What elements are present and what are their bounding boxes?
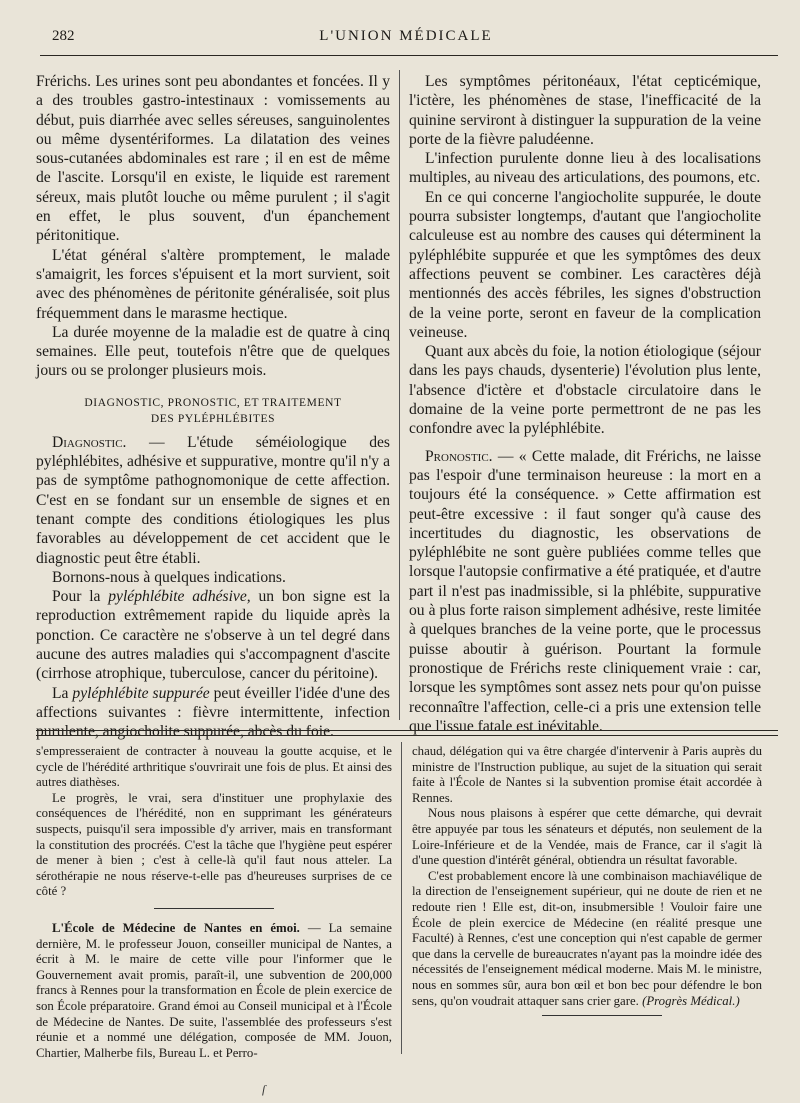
- paragraph: Bornons-nous à quelques indications.: [52, 568, 286, 586]
- diagnostic-text: — L'étude séméiologique des pyléphlébites, adhésive et suppurative, montre qu'il n'y a pas de symptôme pathognomonique de cette affection. C'est en se fondant sur un ensemble de signes et en tenant compte des conditions étiologiques les plus favorables au développement de cet accident que le diagnostic peut être établi.: [36, 433, 390, 567]
- section-title-line-2: DES PYLÉPHLÉBITES: [150, 412, 276, 425]
- text-run: La: [52, 684, 73, 702]
- source-citation: (Progrès Médical.): [642, 993, 740, 1008]
- footer-mark: ſ: [262, 1082, 266, 1096]
- paragraph: En ce qui concerne l'angiocholite suppurée, le doute pourra subsister longtemps, d'autant que l'angiocholite calculeuse est au nombre des causes qui déterminent la pyléphlébite suppurée et que les symptômes des deux affections peuvent se combiner. Les caractères déjà mentionnés des accès fébriles, les signes d'obstruction de la veine porte, seront en faveur de la complication veineuse.: [409, 188, 761, 341]
- lower-right-column: [412, 744, 762, 1016]
- text-run: Pour la: [52, 588, 109, 606]
- page-number: 282: [52, 28, 75, 44]
- paragraph-nantes: [36, 921, 392, 1061]
- italic-term: pyléphlébite suppurée: [72, 684, 210, 702]
- paragraph: s'empresseraient de contracter à nouveau la goutte acquise, et le cycle de l'hérédité arthritique s'ouvrirait une fois de plus. Et ainsi des autres diathèses.: [36, 744, 392, 790]
- paragraph: Les symptômes péritonéaux, l'état cepticémique, l'ictère, les phénomènes de stase, l'inefficacité de la quinine serviront à distinguer la suppuration de la veine porte de la fièvre paludéenne.: [409, 73, 761, 148]
- article-title: L'École de Médecine de Nantes en émoi.: [52, 920, 300, 935]
- section-title: [36, 395, 390, 427]
- short-rule: [154, 908, 274, 909]
- paragraph: Frérichs. Les urines sont peu abondantes et foncées. Il y a des troubles gastro-intestinaux : vomissements au début, puis diarrhée avec selles séreuses, sanguinolentes ou même dysentériformes. La dilatation des veines sous-cutanées abdominales est rare ; il en est de même de l'ascite. Lorsqu'il en existe, le liquide est rarement séreux, mais plutôt louche ou même purulent ; il s'agit en effet, le plus souvent, d'un épanchement péritonitique.: [36, 73, 390, 245]
- paragraph: L'infection purulente donne lieu à des localisations multiples, au niveau des articulations, des poumons, etc.: [409, 150, 761, 187]
- text-run: un bon signe est la reproduction extrêmement rapide du liquide après la ponction. Ce caractère ne s'observe à un tel degré dans aucune des autres maladies qui s'accompagnent d'ascite (cirrhose atrophique, tuberculose, cancer du péritoine).: [36, 588, 391, 683]
- section-title-line-1: DIAGNOSTIC, PRONOSTIC, ET TRAITEMENT: [84, 396, 342, 409]
- header-rule: [40, 55, 778, 56]
- upper-left-column: [36, 72, 390, 742]
- paragraph: L'état général s'altère promptement, le malade s'amaigrit, les forces s'épuisent et la mort survient, soit avec des phénomènes de péritonite généralisée, soit plus fréquemment dans le marasme hectique.: [36, 246, 390, 322]
- column-divider: [401, 742, 402, 1054]
- column-divider: [399, 70, 400, 720]
- journal-title: L'UNION MÉDICALE: [319, 28, 493, 44]
- paragraph: Le progrès, le vrai, sera d'instituer une prophylaxie des conséquences de l'hérédité, non en supprimant les générateurs suspects, puisqu'il sera impossible d'y arriver, mais en transformant la constitution des procréés. C'est la tâche que l'hygiène peut espérer de mener à bien ; c'est à celle-là qu'il faut nous atteler. La sérothérapie ne nous réserve-t-elle pas d'heureuses surprises de ce côté ?: [36, 790, 392, 899]
- paragraph: Quant aux abcès du foie, la notion étiologique (séjour dans les pays chauds, dysenterie) l'évolution plus lente, l'absence d'ictère et d'obstacle circulatoire dans le domaine de la veine porte permettront de ne pas les confondre avec la pyléphlébite.: [409, 343, 761, 438]
- pronostic-label: Pronostic.: [425, 447, 493, 465]
- article-text: — La semaine dernière, M. le professeur Jouon, conseiller municipal de Nantes, a écrit à M. le maire de cette ville pour l'informer que le Gouvernement avait promis, paraît-il, une subvention de 200,000 francs à Rennes pour la transformation en École de plein exercice de son École préparatoire. Grand émoi au Conseil municipal et à l'École de Médecine de Nantes. De suite, l'assemblée des professeurs s'est réunie et a nommé une délégation, composée de MM. Jouon, Chartier, Malherbe fils, Bureau L. et Perro-: [36, 920, 392, 1060]
- upper-right-column: [409, 72, 761, 736]
- text-run: C'est probablement encore là une combinaison machiavélique de la direction de l'enseignement supérieur, qui ne doute de rien et ne redoute rien ! Elle est, dit-on, insubmersible ! Vouloir faire une École de plein exercice de Médecine (en réalité presque une Faculté) à Rennes, c'est une conception qui n'est capable de germer que dans la cervelle de bureaucrates n'ayant pas la moindre idée des nécessités de l'enseignement médical moderne. Mais M. le ministre, nous en sommes sûr, aura bon œil et bon bec pour défendre le bon sens, qu'on voudrait attaquer sans crier gare.: [412, 868, 762, 1008]
- paragraph-diagnostic: [36, 433, 390, 568]
- italic-term: pyléphlébite adhésive,: [108, 588, 251, 606]
- paragraph: Nous nous plaisons à espérer que cette démarche, qui devrait être appuyée par tous les sénateurs et députés, non seulement de la Loire-Inférieure et de la Vendée, mais de France, car il s'agit là d'une question d'intérêt général, obtiendra un résultat favorable.: [412, 806, 762, 868]
- text-run: peut éveiller l'idée d'une des affections suivantes : fièvre intermittente, infection purulente, angiocholite suppurée, abcès du foie.: [36, 684, 390, 741]
- page-header: [40, 28, 772, 50]
- paragraph: La durée moyenne de la maladie est de quatre à cinq semaines. Elle peut, toutefois n'être que de quelques jours ou se prolonger plusieurs mois.: [36, 323, 390, 380]
- paragraph-adhesive: [36, 587, 390, 683]
- section-double-rule: [36, 730, 778, 736]
- paragraph: chaud, délégation qui va être chargée d'intervenir à Paris auprès du ministre de l'Instruction publique, au sujet de la situation qui serait faite à l'École de Nantes si la subvention promise était accordée à Rennes.: [412, 744, 762, 805]
- pronostic-text: — « Cette malade, dit Frérichs, ne laisse pas l'espoir d'une terminaison heureuse : la mort en a toujours été la conséquence. » Cette affirmation est peut-être excessive : il faut songer qu'à cause des incertitudes du diagnostic, les observations de pyléphlébite ne sont guère publiées comme telles que lorsque l'autopsie confirmative a été pratiquée, et d'autre part il n'est pas inadmissible, si la phlébite, suppurative ou à plus forte raison simplement adhésive, reste limitée à quelques branches de la veine porte, que le processus puisse aboutir à guérison. Pourtant la formule pronostique de Frérichs reste cliniquement vraie : car, lorsque les symptômes sont assez nets pour qu'on puisse reconnaître l'affection, celle-ci a pris une extension telle que l'issue fatale est inévitable.: [409, 447, 762, 735]
- diagnostic-label: Diagnostic.: [52, 433, 127, 451]
- lower-left-column: [36, 744, 392, 1061]
- paragraph-pronostic: [409, 447, 761, 736]
- end-rule: [542, 1015, 662, 1016]
- paragraph-closing: [412, 869, 762, 1009]
